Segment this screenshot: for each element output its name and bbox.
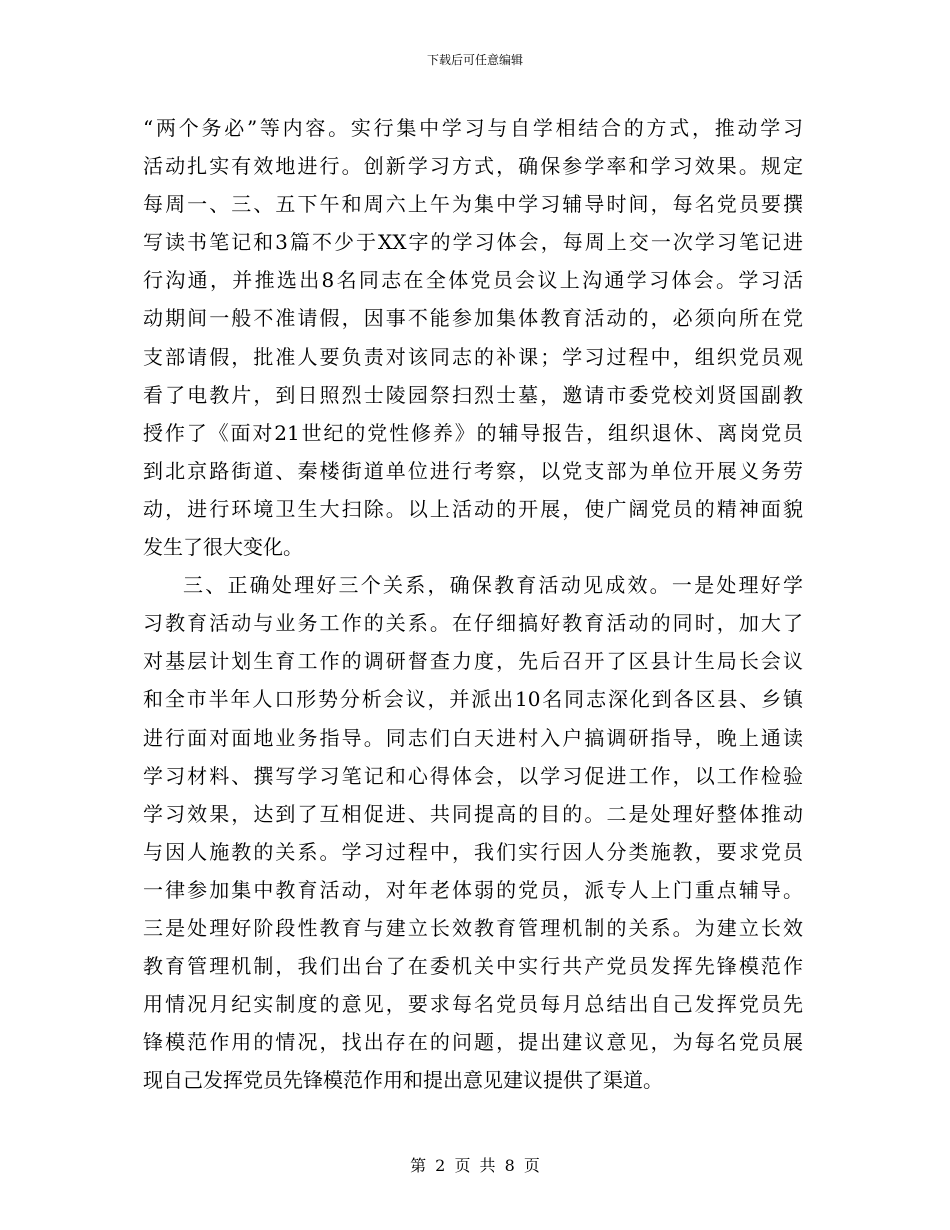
text-line: 三、正确处理好三个关系，确保教育活动见成效。一是处理好学 [183,573,803,598]
text-line: 和全市半年人口形势分析会议，并派出10名同志深化到各区县、乡镇 [143,687,803,712]
text-line: 习教育活动与业务工作的关系。在仔细搞好教育活动的同时，加大了 [143,611,803,636]
text-line: 进行面对面地业务指导。同志们白天进村入户搞调研指导，晚上通读 [143,725,803,750]
text-line: 锋模范作用的情况，找出存在的问题，提出建议意见，为每名党员展 [143,1030,803,1055]
text-line: “两个务必”等内容。实行集中学习与自学相结合的方式，推动学习 [143,116,803,140]
paragraph [143,566,803,1099]
text-line: 动期间一般不准请假，因事不能参加集体教育活动的，必须向所在党 [143,306,803,331]
text-line: 与因人施教的关系。学习过程中，我们实行因人分类施教，要求党员 [143,839,803,864]
text-line: 行沟通，并推选出8名同志在全体党员会议上沟通学习体会。学习活 [143,268,803,293]
page-number: 第 2 页 共 8 页 [410,1156,540,1175]
paragraph [143,109,803,566]
text-line: 写读书笔记和3篇不少于XX字的学习体会，每周上交一次学习笔记进 [143,230,803,255]
page-header-text: 下载后可任意编辑 [426,53,523,67]
text-line: 每周一、三、五下午和周六上午为集中学习辅导时间，每名党员要撰 [143,192,803,217]
text-line: 动，进行环境卫生大扫除。以上活动的开展，使广阔党员的精神面貌 [143,496,803,521]
text-line: 发生了很大变化。 [143,535,303,560]
document-body [143,109,803,1099]
page-footer [0,1155,950,1177]
text-line: 一律参加集中教育活动，对年老体弱的党员，派专人上门重点辅导。 [143,877,803,902]
text-line: 到北京路街道、秦楼街道单位进行考察，以党支部为单位开展义务劳 [143,458,803,483]
text-line: 教育管理机制，我们出台了在委机关中实行共产党员发挥先锋模范作 [143,954,803,979]
text-line: 授作了《面对21世纪的党性修养》的辅导报告，组织退休、离岗党员 [143,420,803,445]
text-line: 对基层计划生育工作的调研督查力度，先后召开了区县计生局长会议 [143,649,803,674]
text-line: 现自己发挥党员先锋模范作用和提出意见建议提供了渠道。 [143,1068,663,1093]
text-line: 活动扎实有效地进行。创新学习方式，确保参学率和学习效果。规定 [143,154,803,179]
text-line: 学习材料、撰写学习笔记和心得体会，以学习促进工作，以工作检验 [143,763,803,788]
text-line: 支部请假，批准人要负责对该同志的补课；学习过程中，组织党员观 [143,344,803,369]
text-line: 看了电教片，到日照烈士陵园祭扫烈士墓，邀请市委党校刘贤国副教 [143,382,803,407]
page-header [0,52,950,68]
text-line: 学习效果，达到了互相促进、共同提高的目的。二是处理好整体推动 [143,801,803,826]
text-line: 三是处理好阶段性教育与建立长效教育管理机制的关系。为建立长效 [143,915,803,940]
text-line: 用情况月纪实制度的意见，要求每名党员每月总结出自己发挥党员先 [143,992,803,1017]
